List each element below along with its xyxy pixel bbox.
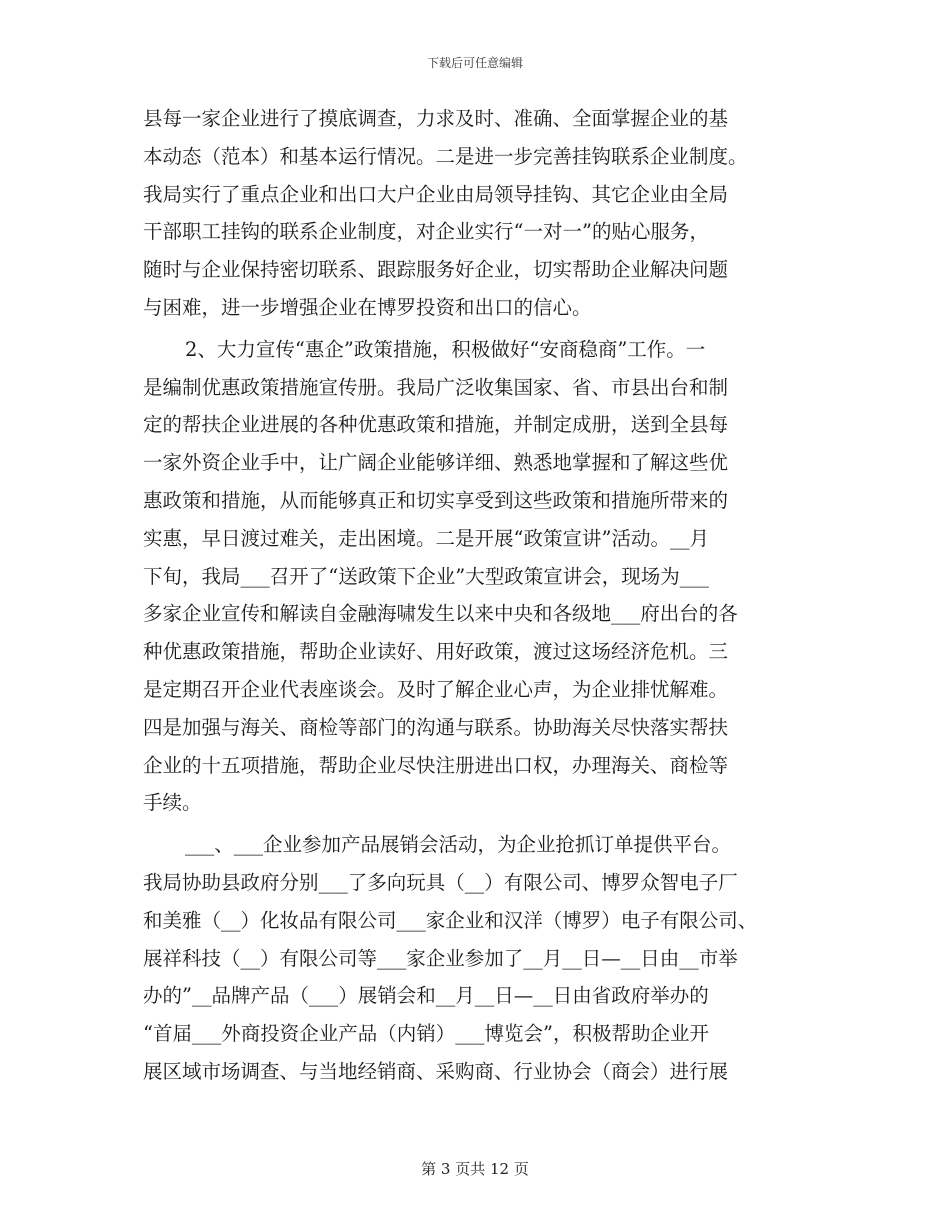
page-number: 第 3 页共 12 页 xyxy=(421,1160,529,1178)
text-line: 四是加强与海关、商检等部门的沟通与联系。协助海关尽快落实帮扶 xyxy=(143,715,729,739)
text-line: 县每一家企业进行了摸底调查，力求及时、准确、全面掌握企业的基 xyxy=(143,107,729,130)
text-line: 是定期召开企业代表座谈会。及时了解企业心声，为企业排忧解难。 xyxy=(143,677,729,701)
text-line: 下旬，我局___召开了“送政策下企业”大型政策宣讲会，现场为___ xyxy=(143,564,709,588)
paragraph-2 xyxy=(143,331,811,822)
text-line: 展区域市场调查、与当地经销商、采购商、行业协会（商会）进行展 xyxy=(143,1059,729,1083)
text-line: 是编制优惠政策措施宣传册。我局广泛收集国家、省、市县出台和制 xyxy=(143,375,729,399)
text-line: 惠政策和措施，从而能够真正和切实享受到这些政策和措施所带来的 xyxy=(143,488,729,512)
text-line: 办的”__品牌产品（___）展销会和__月__日—__日由省政府举办的 xyxy=(143,984,709,1008)
text-line: 我局协助县政府分别___了多向玩具（__）有限公司、博罗众智电子厂 xyxy=(143,870,738,894)
text-line: 手续。 xyxy=(143,791,202,815)
paragraph-1 xyxy=(143,100,811,327)
text-line: 2、大力宣传“惠企”政策措施，积极做好“安商稳商”工作。一 xyxy=(185,337,706,361)
text-line: 我局实行了重点企业和出口大户企业由局领导挂钩、其它企业由全局 xyxy=(143,182,729,206)
paragraph-3 xyxy=(143,826,811,1091)
text-line: 一家外资企业手中，让广阔企业能够详细、熟悉地掌握和了解这些优 xyxy=(143,451,729,475)
page-header: 下载后可任意编辑 xyxy=(426,56,523,70)
text-line: 展祥科技（__）有限公司等___家企业参加了__月__日—__日由__市举 xyxy=(143,946,738,970)
text-line: “首届___外商投资企业产品（内销）___博览会”，积极帮助企业开 xyxy=(143,1022,709,1046)
text-line: 随时与企业保持密切联系、跟踪服务好企业，切实帮助企业解决问题 xyxy=(143,258,729,282)
text-line: 定的帮扶企业进展的各种优惠政策和措施，并制定成册，送到全县每 xyxy=(143,413,729,437)
text-line: 种优惠政策措施，帮助企业读好、用好政策，渡过这场经济危机。三 xyxy=(143,640,729,664)
text-line: 企业的十五项措施，帮助企业尽快注册进出口权，办理海关、商检等 xyxy=(143,753,729,777)
text-line: 多家企业宣传和解读自金融海啸发生以来中央和各级地___府出台的各 xyxy=(143,602,738,626)
text-line: 干部职工挂钩的联系企业制度，对企业实行“一对一”的贴心服务， xyxy=(143,220,709,244)
text-line: 实惠，早日渡过难关，走出困境。二是开展“政策宣讲”活动。__月 xyxy=(143,526,709,550)
document-body xyxy=(143,100,811,1091)
text-line: 和美雅（__）化妆品有限公司___家企业和汉洋（博罗）电子有限公司、 xyxy=(143,908,758,932)
text-line: 本动态（范本）和基本运行情况。二是进一步完善挂钩联系企业制度。 xyxy=(143,144,748,168)
text-line: ___、___企业参加产品展销会活动，为企业抢抓订单提供平台。 xyxy=(185,833,732,857)
text-line: 与困难，进一步增强企业在博罗投资和出口的信心。 xyxy=(143,295,592,319)
